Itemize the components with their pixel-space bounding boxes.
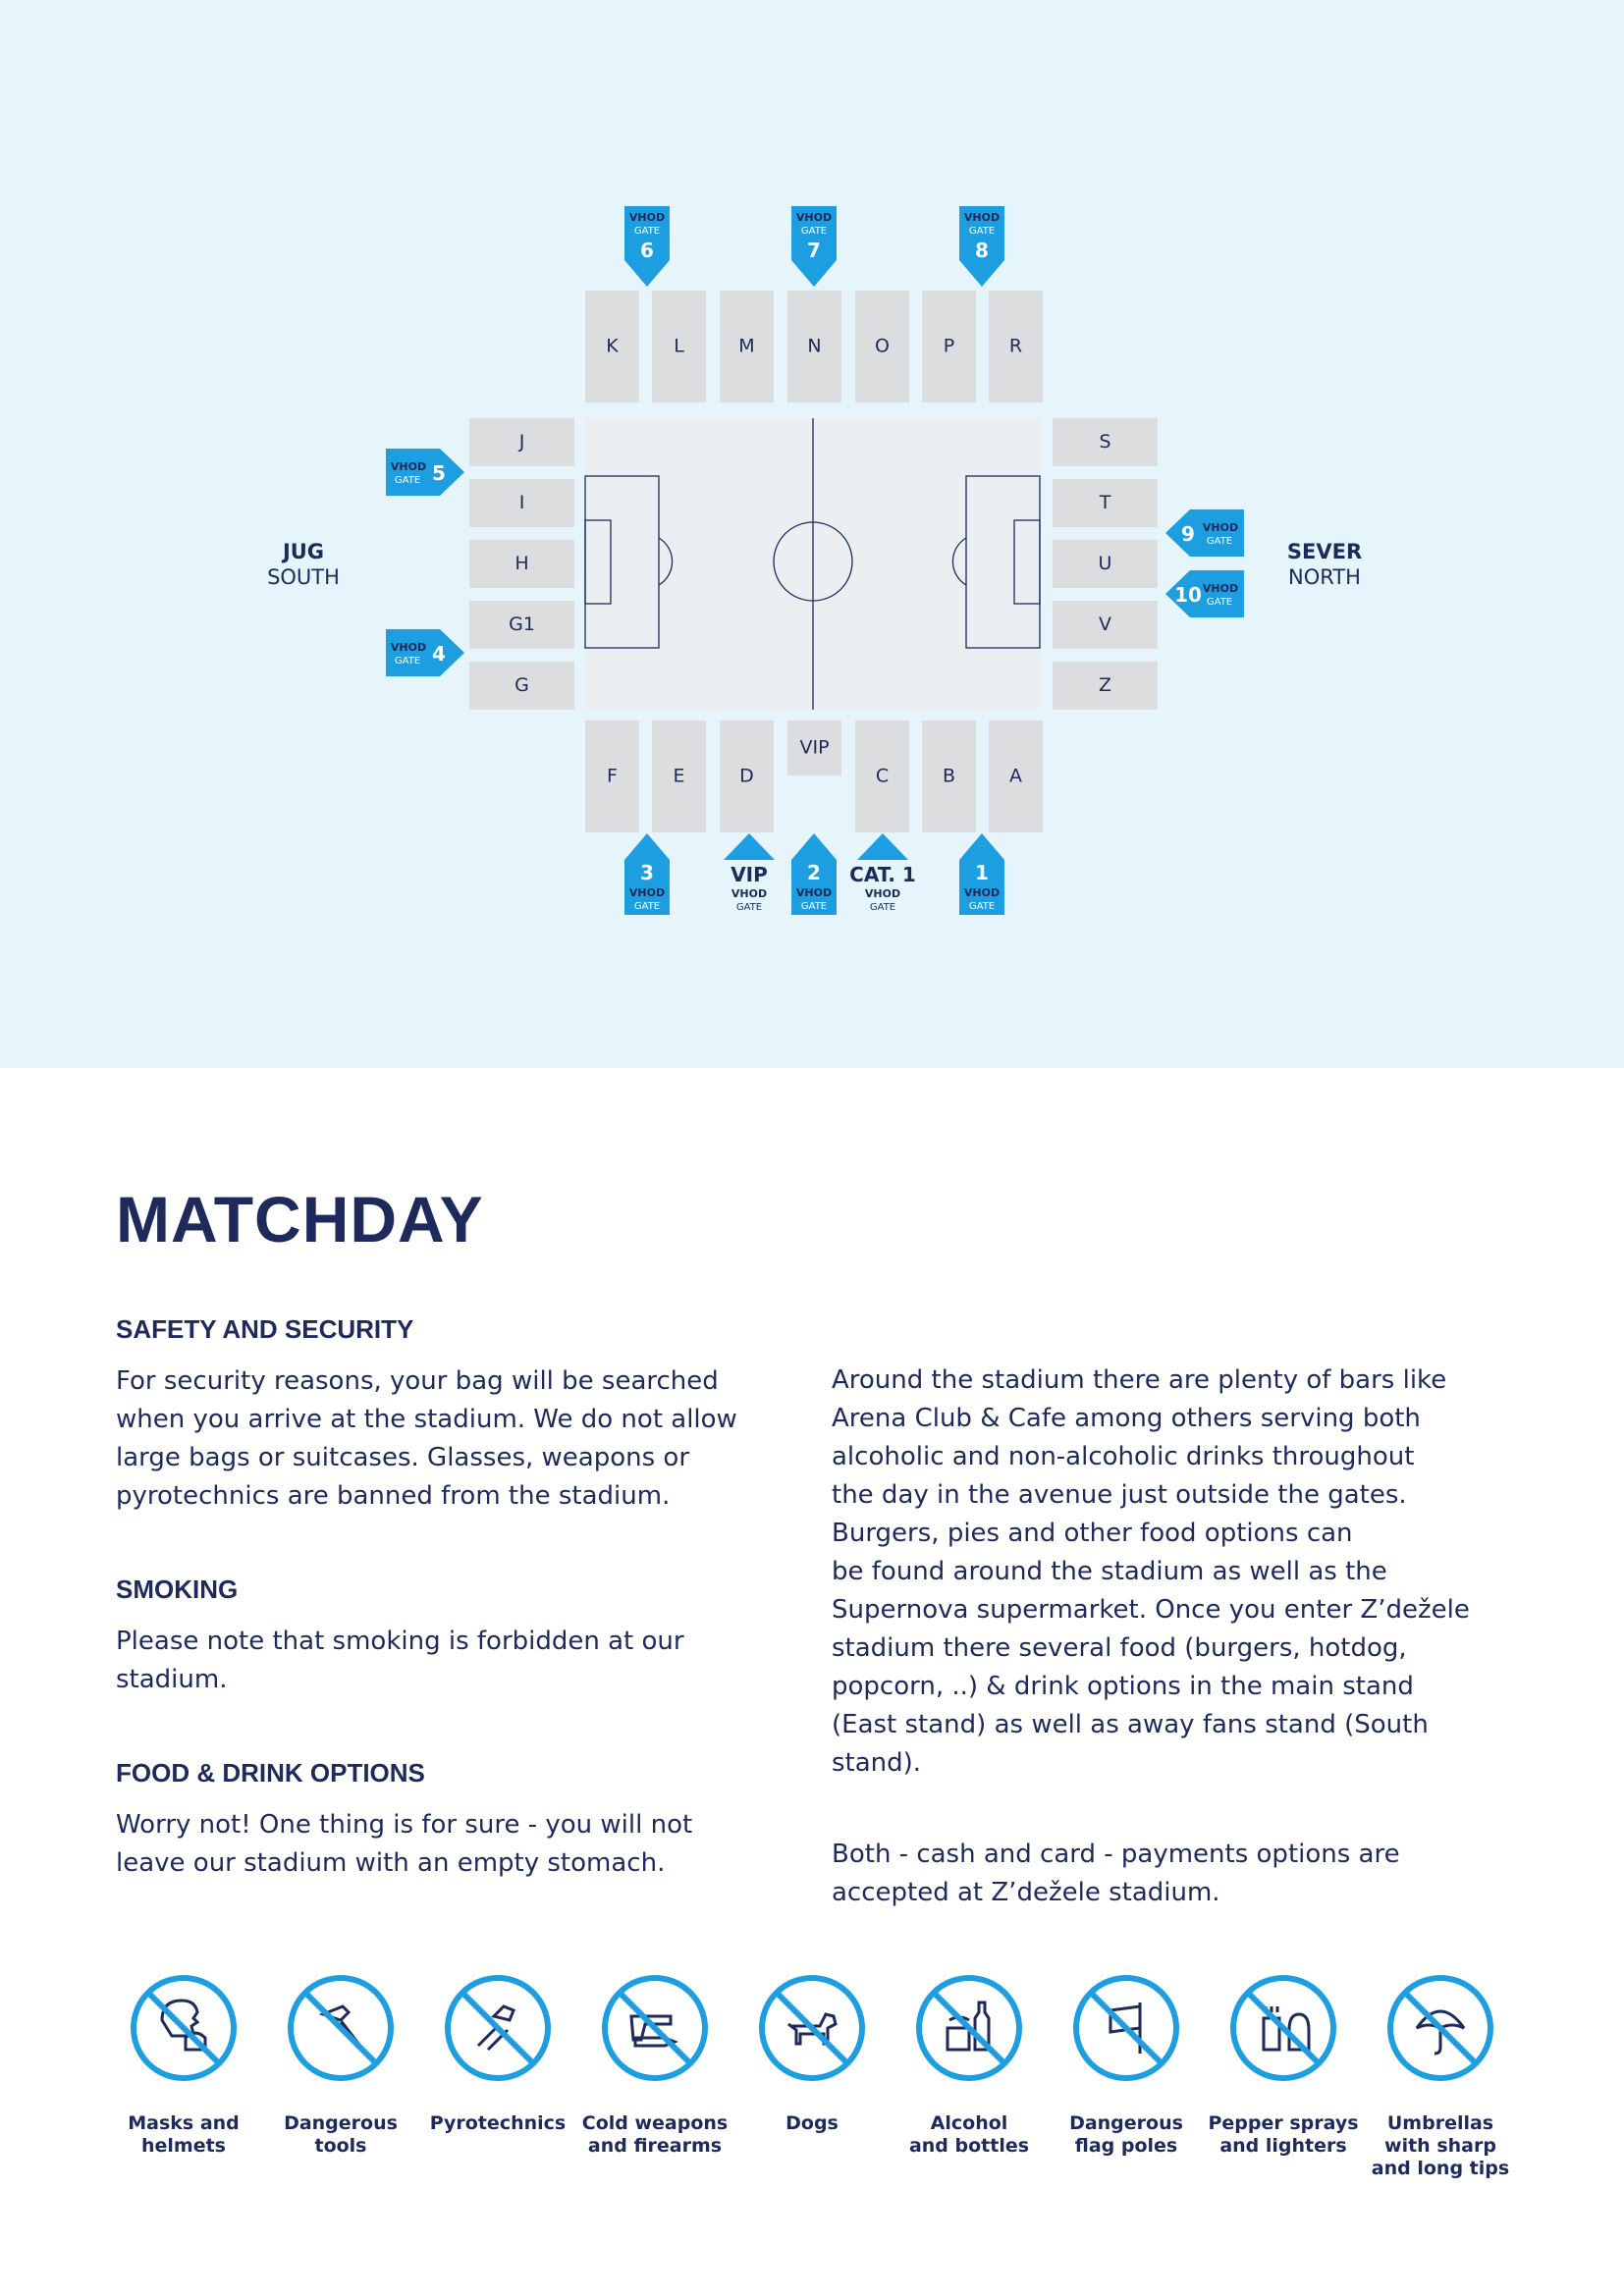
- prohibited-item-label: [1048, 2112, 1205, 2158]
- stand-label: S: [1099, 431, 1111, 453]
- prohibited-items: [93, 1973, 1605, 2209]
- stand-label: O: [875, 335, 890, 357]
- gate-3: [624, 833, 670, 915]
- safety-heading: SAFETY AND SECURITY: [116, 1314, 414, 1344]
- gate-number: 7: [807, 239, 821, 262]
- mask-helmet-icon: [129, 1973, 239, 2083]
- label-line: with sharp: [1384, 2135, 1496, 2157]
- stand-g: [469, 662, 574, 710]
- label-line: and firearms: [587, 2135, 723, 2157]
- stand-h: [469, 540, 574, 588]
- prohibited-item-label: [1205, 2112, 1362, 2158]
- prohibited-item-label: [419, 2112, 576, 2135]
- prohibited-item-label: [733, 2112, 891, 2135]
- label-line: Alcohol: [930, 2112, 1008, 2134]
- stand-n: [787, 291, 841, 402]
- text-line: stadium there several food (burgers, hotdog,: [832, 1633, 1407, 1663]
- prohibited-item-label: [576, 2112, 733, 2158]
- right-column: [832, 1310, 1519, 1939]
- stand-d: [720, 721, 774, 832]
- stand-label: V: [1099, 614, 1111, 635]
- stand-label: R: [1008, 335, 1023, 357]
- gate-6: [624, 206, 670, 287]
- stand-label: E: [673, 765, 685, 787]
- text-line: Worry not! One thing is for sure - you will not: [116, 1810, 693, 1840]
- south-label-en: SOUTH: [267, 565, 340, 589]
- stand-label: C: [875, 765, 890, 787]
- gate-gate-label: GATE: [869, 902, 896, 913]
- stand-label: K: [606, 335, 619, 357]
- north-label-en: NORTH: [1288, 565, 1361, 589]
- prohibited-item: [1048, 1973, 1205, 2158]
- stand-a: [989, 721, 1043, 832]
- gate-vhod-label: VHOD: [390, 641, 427, 654]
- gate-gate-label: GATE: [394, 475, 421, 486]
- label-line: and lighters: [1219, 2135, 1347, 2157]
- gate-number: 10: [1174, 583, 1202, 607]
- gate-vhod-label: VHOD: [864, 887, 901, 900]
- label-line: Dangerous: [284, 2112, 398, 2134]
- prohibited-item: [105, 1973, 262, 2158]
- gate-gate-label: GATE: [735, 902, 763, 913]
- page-title: MATCHDAY: [116, 1183, 484, 1255]
- prohibited-item-label: [891, 2112, 1048, 2158]
- gate-7: [791, 206, 837, 287]
- stand-e: [652, 721, 706, 832]
- prohibited-item: [419, 1973, 576, 2135]
- prohibited-item: [576, 1973, 733, 2158]
- food-text: [116, 1806, 692, 1883]
- safety-text: [116, 1362, 737, 1516]
- label-line: and long tips: [1371, 2158, 1510, 2179]
- stand-label: B: [942, 765, 956, 787]
- text-line: For security reasons, your bag will be searched: [116, 1366, 719, 1396]
- stand-b: [922, 721, 976, 832]
- stand-label: VIP: [799, 736, 830, 759]
- gate-gate-label: GATE: [394, 656, 421, 667]
- stand-label: F: [607, 765, 618, 787]
- north-label-si: SEVER: [1286, 540, 1363, 563]
- south-label-si: JUG: [282, 540, 325, 563]
- stand-o: [855, 291, 909, 402]
- flag-icon: [1071, 1973, 1181, 2083]
- dog-icon: [757, 1973, 867, 2083]
- text-line: when you arrive at the stadium. We do not allow: [116, 1405, 737, 1434]
- stand-j: [469, 418, 574, 466]
- stand-g1: [469, 601, 574, 649]
- label-line: Masks and: [128, 2112, 240, 2134]
- stand-r: [989, 291, 1043, 402]
- gate-number: 6: [640, 239, 654, 262]
- umbrella-icon: [1385, 1973, 1495, 2083]
- stand-label: L: [674, 335, 684, 357]
- stand-v: [1053, 601, 1158, 649]
- gate-vhod-label: VHOD: [628, 886, 666, 899]
- text-line: Around the stadium there are plenty of bars like: [832, 1365, 1447, 1395]
- text-line: accepted at Z’dežele stadium.: [832, 1878, 1220, 1907]
- label-line: Cold weapons: [581, 2112, 729, 2134]
- gate-vip: [724, 833, 775, 913]
- stand-label: P: [943, 335, 955, 357]
- gate-number: 8: [975, 239, 989, 262]
- text-line: be found around the stadium as well as the: [832, 1557, 1387, 1586]
- prohibited-item-label: [105, 2112, 262, 2158]
- bottle-icon: [914, 1973, 1024, 2083]
- gate-1: [959, 833, 1004, 915]
- gate-number: 1: [975, 861, 989, 884]
- stand-label: J: [518, 431, 525, 453]
- gate-5: [386, 449, 464, 496]
- stand-label: T: [1099, 492, 1111, 513]
- prohibited-item-label: [262, 2112, 419, 2158]
- bars-paragraph: [832, 1362, 1470, 1783]
- gate-name: CAT. 1: [849, 863, 916, 886]
- hammer-icon: [286, 1973, 396, 2083]
- stand-label: M: [738, 335, 755, 357]
- gate-8: [959, 206, 1004, 287]
- stand-label: I: [518, 492, 525, 513]
- prohibited-item: [262, 1973, 419, 2158]
- text-line: the day in the avenue just outside the gates.: [832, 1480, 1407, 1510]
- food-heading: FOOD & DRINK OPTIONS: [116, 1758, 425, 1788]
- stand-label: N: [807, 335, 822, 357]
- stand-label: G: [514, 674, 529, 696]
- gate-10: [1165, 570, 1244, 617]
- gate-vhod-label: VHOD: [963, 886, 1001, 899]
- prohibited-item: [1205, 1973, 1362, 2158]
- left-column: [116, 1310, 803, 1899]
- gate-vhod-label: VHOD: [731, 887, 768, 900]
- stand-label: U: [1098, 553, 1112, 574]
- stand-vip: [787, 721, 841, 775]
- text-line: Please note that smoking is forbidden at our: [116, 1627, 684, 1656]
- pyrotechnics-icon: [443, 1973, 553, 2083]
- label-line: Umbrellas: [1386, 2112, 1494, 2134]
- gate-gate-label: GATE: [1206, 536, 1233, 547]
- gun-knife-icon: [600, 1973, 710, 2083]
- gate-number: 2: [807, 861, 821, 884]
- text-line: popcorn, ..) & drink options in the main stand: [832, 1672, 1414, 1701]
- label-line: and bottles: [908, 2135, 1030, 2157]
- gate-number: 4: [432, 642, 446, 666]
- stand-k: [585, 291, 639, 402]
- gate-number: 9: [1181, 522, 1195, 546]
- gate-gate-label: GATE: [800, 226, 828, 237]
- gate-vhod-label: VHOD: [963, 211, 1001, 224]
- stand-label: D: [739, 765, 754, 787]
- pitch: [585, 418, 1040, 710]
- stand-z: [1053, 662, 1158, 710]
- gate-vhod-label: VHOD: [1202, 521, 1239, 534]
- gate-number: 5: [432, 461, 446, 485]
- gate-vhod-label: VHOD: [1202, 582, 1239, 595]
- text-line: Both - cash and card - payments options are: [832, 1840, 1400, 1869]
- stand-m: [720, 291, 774, 402]
- stand-l: [652, 291, 706, 402]
- stand-u: [1053, 540, 1158, 588]
- stand-label: G1: [509, 614, 535, 635]
- text-line: stadium.: [116, 1665, 228, 1694]
- gate-vhod-label: VHOD: [390, 460, 427, 473]
- text-line: leave our stadium with an empty stomach.: [116, 1848, 666, 1878]
- prohibited-item-label: [1362, 2112, 1519, 2180]
- gate-gate-label: GATE: [968, 901, 996, 912]
- stadium-map: [0, 0, 1624, 1068]
- gate-gate-label: GATE: [633, 901, 661, 912]
- gate-cat1: [849, 833, 916, 913]
- gate-gate-label: GATE: [800, 901, 828, 912]
- text-line: pyrotechnics are banned from the stadium.: [116, 1481, 671, 1511]
- text-line: Supernova supermarket. Once you enter Z’dežele: [832, 1595, 1470, 1625]
- gate-9: [1165, 509, 1244, 557]
- text-line: Arena Club & Cafe among others serving both: [832, 1404, 1421, 1433]
- gate-2: [791, 833, 837, 915]
- prohibited-item: [733, 1973, 891, 2135]
- prohibited-item: [891, 1973, 1048, 2158]
- gate-gate-label: GATE: [968, 226, 996, 237]
- stand-f: [585, 721, 639, 832]
- prohibited-item: [1362, 1973, 1519, 2180]
- stand-i: [469, 479, 574, 527]
- smoking-text: [116, 1623, 684, 1699]
- smoking-heading: SMOKING: [116, 1575, 239, 1604]
- stand-p: [922, 291, 976, 402]
- stand-c: [855, 721, 909, 832]
- stand-label: Z: [1098, 674, 1112, 696]
- text-line: Burgers, pies and other food options can: [832, 1519, 1353, 1548]
- gate-number: 3: [640, 861, 654, 884]
- text-line: large bags or suitcases. Glasses, weapons or: [116, 1443, 690, 1472]
- gate-name: VIP: [731, 863, 768, 886]
- gate-gate-label: GATE: [633, 226, 661, 237]
- gate-vhod-label: VHOD: [795, 211, 833, 224]
- label-line: Dogs: [785, 2112, 839, 2134]
- stand-t: [1053, 479, 1158, 527]
- text-line: stand).: [832, 1748, 922, 1778]
- gate-vhod-label: VHOD: [795, 886, 833, 899]
- text-line: alcoholic and non-alcoholic drinks throughout: [832, 1442, 1415, 1471]
- spray-lighter-icon: [1228, 1973, 1338, 2083]
- label-line: Pepper sprays: [1208, 2112, 1359, 2134]
- text-line: (East stand) as well as away fans stand (South: [832, 1710, 1429, 1739]
- label-line: helmets: [140, 2135, 226, 2157]
- gate-gate-label: GATE: [1206, 597, 1233, 608]
- label-line: tools: [314, 2135, 367, 2157]
- gate-vhod-label: VHOD: [628, 211, 666, 224]
- stand-s: [1053, 418, 1158, 466]
- label-line: Pyrotechnics: [429, 2112, 567, 2134]
- gate-4: [386, 629, 464, 676]
- stand-label: H: [514, 553, 529, 574]
- label-line: flag poles: [1074, 2135, 1178, 2157]
- payment-paragraph: [832, 1836, 1400, 1912]
- label-line: Dangerous: [1069, 2112, 1183, 2134]
- stand-label: A: [1009, 765, 1022, 787]
